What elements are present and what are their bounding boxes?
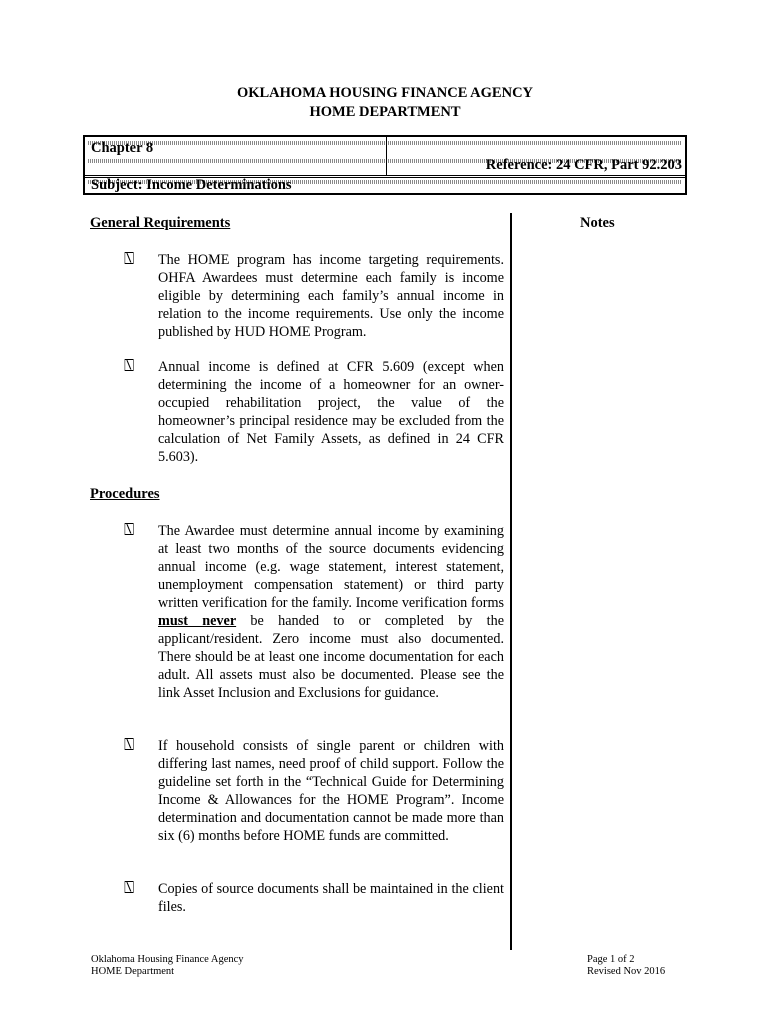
bullet-icon: ⍂: [124, 735, 135, 755]
procedures-heading: Procedures: [90, 486, 160, 502]
procedures-bullet-2: If household consists of single parent or children with differing last names, need proof of child support. Follow the guideline set forth in the “Technical Guide for Determining Income & Allowances for the HOME Program”. Income determination and documentation cannot be made more than six (6) months before HOME funds are committed.: [158, 738, 504, 844]
general-requirements-heading: General Requirements: [90, 215, 231, 231]
bullet-icon: ⍂: [124, 520, 135, 540]
reference-label: Reference: 24 CFR, Part 92.203: [485, 157, 682, 173]
procedures-bullet-3: Copies of source documents shall be maintained in the client files.: [158, 881, 504, 915]
general-bullet-2: Annual income is defined at CFR 5.609 (except when determining the income of a homeowner for an owner-occupied rehabilitation project, the value of the homeowner’s principal residence may be excluded from the calculation of Net Family Assets, as defined in 24 CFR 5.603).: [158, 359, 504, 465]
chapter-label: Chapter 8: [91, 140, 154, 156]
list-item: [124, 358, 504, 466]
notes-heading: Notes: [580, 215, 615, 231]
revision-date: Revised Nov 2016: [587, 966, 666, 977]
hatch-rule-top: [88, 141, 682, 145]
footer-agency: Oklahoma Housing Finance Agency: [91, 954, 244, 965]
list-item: [124, 737, 504, 845]
agency-header: [0, 84, 770, 122]
list-item: [124, 251, 504, 341]
box-column-divider: [386, 137, 387, 176]
must-never-emphasis: must never: [158, 613, 237, 629]
footer-department: HOME Department: [91, 966, 175, 977]
footer-left: [91, 954, 244, 978]
notes-column-divider: [510, 213, 512, 950]
procedures-bullet-1: The Awardee must determine annual income by examining at least two months of the source documents evidencing annual income (e.g. wage statement, interest statement, unemployment compensation statement) or third party written verification for the family. Income verification forms must never be handed to or completed by the applicant/resident. Zero income must also documented. There should be at least one income documentation for each adult. All assets must also be documented. Please see the link Asset Inclusion and Exclusions for guidance.: [158, 523, 504, 701]
general-bullet-1: The HOME program has income targeting requirements. OHFA Awardees must determine each family is income eligible by determining each family’s annual income in relation to the income requirements. Use only the income published by HUD HOME Program.: [158, 252, 504, 340]
bullet-icon: ⍂: [124, 356, 135, 376]
list-item: [124, 522, 504, 702]
bullet-icon: ⍂: [124, 249, 135, 269]
list-item: [124, 880, 504, 916]
footer-right: [587, 954, 665, 978]
box-row-divider: [85, 175, 685, 176]
agency-name: OKLAHOMA HOUSING FINANCE AGENCY: [236, 85, 534, 101]
department-name: HOME DEPARTMENT: [309, 104, 461, 120]
bullet-icon: ⍂: [124, 878, 135, 898]
page-number: Page 1 of 2: [587, 954, 635, 965]
subject-label: Subject: Income Determinations: [91, 177, 292, 193]
